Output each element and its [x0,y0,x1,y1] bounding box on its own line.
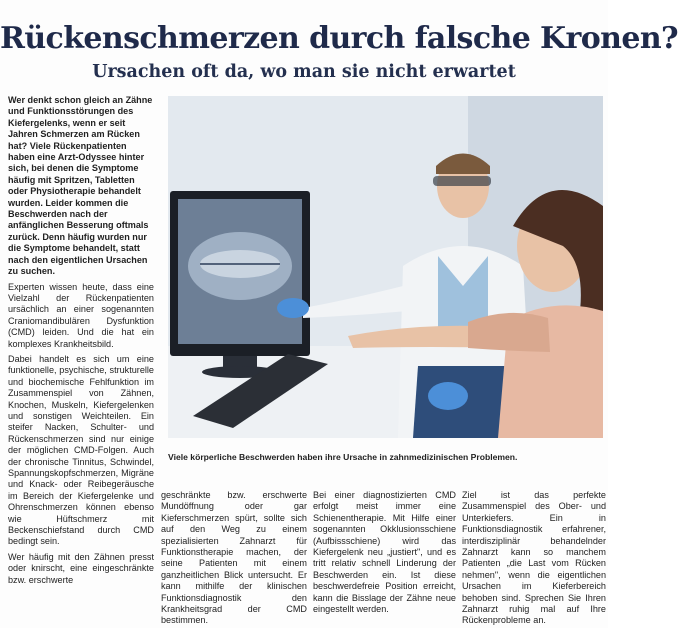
article-paragraph: Bei einer diagnostizierten CMD erfolgt meist immer eine Schienentherapie. Mit Hilfe einer sogenannten Okklusionsschiene (Aufbissschiene) wird das Kiefergelenk neu „justiert", und es tritt relativ schnell Linderung der Beschwerden ein. Ist diese beschwerdefreie Position erreicht, kann die Bisslage der Zähne neue eingestellt werden. [313,490,456,615]
article-column-4 [462,490,606,626]
article-column-3 [313,490,456,623]
article-lead: Wer denkt schon gleich an Zähne und Funktionsstörungen des Kiefergelenks, wenn er seit Jahren Schmerzen am Rücken hat? Viele Rückenpatienten haben eine Arzt-Odyssee hinter sich, bei denen die Symptome häufig mit Spritzen, Tabletten oder Physiotherapie behandelt wurden. Leider kommen die Beschwerden nach der anfänglichen Besserung oftmals zurück. Denn häufig wurden nur die Symptome behandelt, statt nach den eigentlichen Ursachen zu suchen. [8,95,153,277]
article-paragraph: Wer häufig mit den Zähnen presst oder knirscht, eine eingeschränkte bzw. erschwerte [8,551,154,585]
article-photo [168,96,603,438]
article-paragraph: Dabei handelt es sich um eine funktionelle, psychische, strukturelle und biochemische Fehlfunktion im Zusammenspiel von Zähnen, Knochen, Muskeln, Kiefergelenken und sonstigen Weichteilen. Ein steifer Nacken, Schulter- und Rückenschmerzen sind nur einige der möglichen CMD-Folgen. Auch der chronische Tinnitus, Schwindel, Spannungskopfschmerzen, Migräne und Knack- oder Reibegeräusche im Bereich der Kiefergelenke und Ohrenschmerzen können ebenso wie Hüftschmerz mit Beckenschiefstand durch CMD bedingt sein. [8,353,154,547]
dentist-xray-photo-icon [168,96,603,438]
article-paragraph: Ziel ist das perfekte Zusammenspiel des Ober- und Unterkiefers. Ein in Funktionsdiagnostik erfahrener, interdisziplinär behandelnder Zahnarzt kann so manchem Patienten „die Last vom Rücken nehmen", wenn die eigentlichen Ursachen im Kieferbereich behoben sind. Sprechen Sie Ihren Zahnarzt ruhig mal auf Ihre Rückenprobleme an. [462,490,606,626]
article-headline: Rückenschmerzen durch falsche Kronen? [0,21,678,57]
article-column-1 [8,95,154,623]
article-paragraph: Experten wissen heute, dass eine Vielzahl der Rückenpatienten ursächlich an einer sogenannten Craniomandibulären Dysfunktion (CMD) leiden. Und die hat ein komplexes Krankheitsbild. [8,281,154,349]
article-subheadline: Ursachen oft da, wo man sie nicht erwartet [92,61,516,82]
article-paragraph: geschränkte bzw. erschwerte Mundöffnung oder gar Kieferschmerzen spürt, sollte sich auf den Weg zu einem spezialisierten Zahnarzt für Funktionstherapie machen, der seine Patienten mit einem ganzheitlichen Blick untersucht. Er kann mithilfe der klinischen Funktionsdiagnostik den Krankheitsgrad der CMD bestimmen. [161,490,307,626]
photo-caption: Viele körperliche Beschwerden haben ihre Ursache in zahnmedizinischen Problemen. [168,452,518,462]
article-column-2 [161,490,307,626]
